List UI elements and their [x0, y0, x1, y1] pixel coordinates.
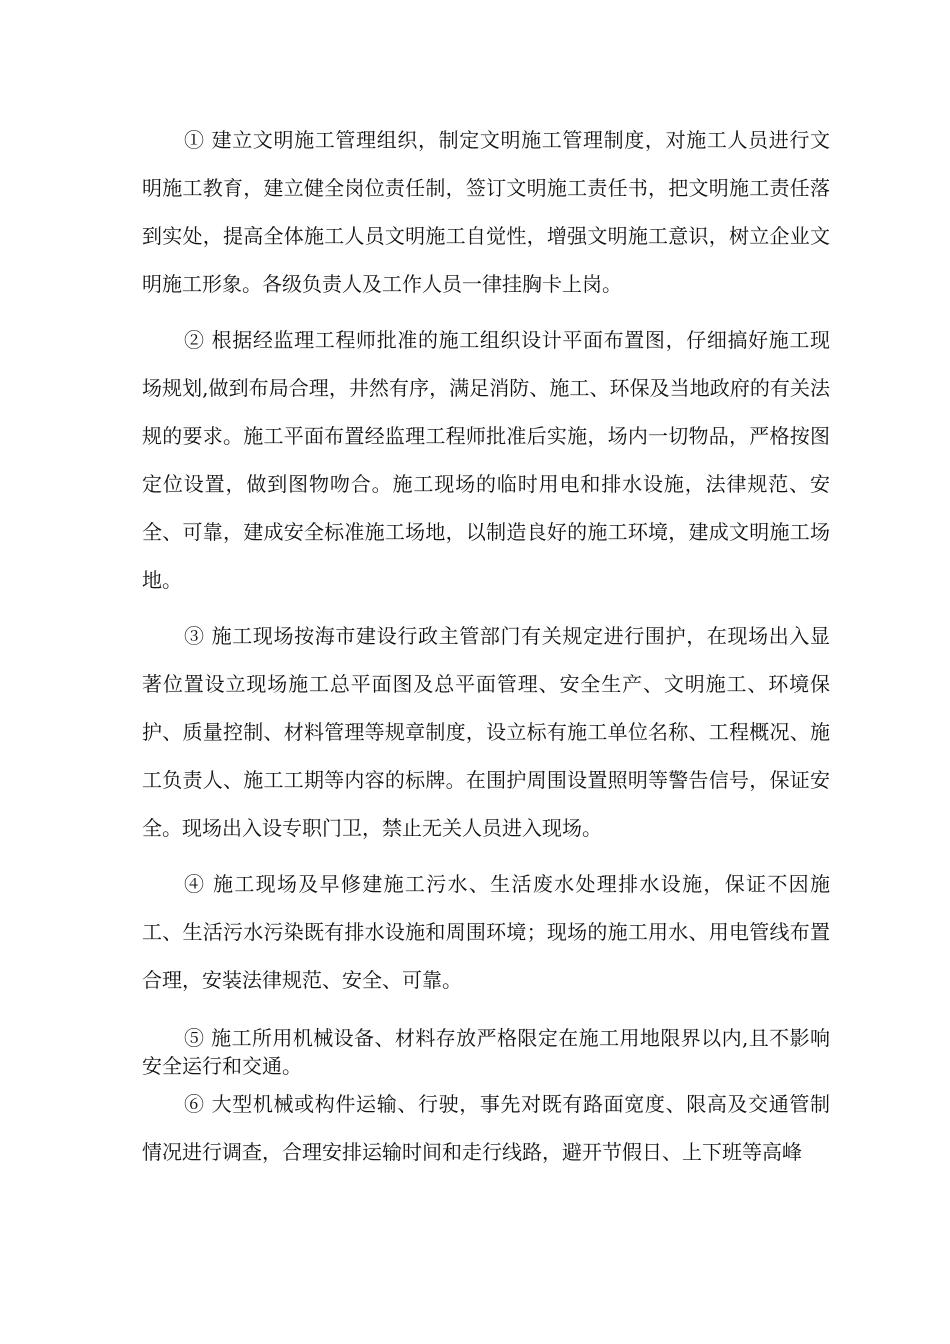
paragraph-6: ⑥ 大型机械或构件运输、行驶，事先对既有路面宽度、限高及交通管制情况进行调查，合理安排运输时间和走行线路，避开节假日、上下班等高峰 — [142, 1092, 830, 1164]
paragraph-2: ② 根据经监理工程师批准的施工组织设计平面布置图，仔细搞好施工现场规划,做到布局合理，井然有序，满足消防、施工、环保及当地政府的有关法规的要求。施工平面布置经监理工程师批准后实施，场内一切物品，严格按图定位设置，做到图物吻合。施工现场的临时用电和排水设施，法律规范、安全、可靠，建成安全标准施工场地，以制造良好的施工环境，建成文明施工场地。 — [142, 328, 830, 592]
paragraph-3: ③ 施工现场按海市建设行政主管部门有关规定进行围护，在现场出入显著位置设立现场施工总平面图及总平面管理、安全生产、文明施工、环境保护、质量控制、材料管理等规章制度，设立标有施工单位名称、工程概况、施工负责人、施工工期等内容的标牌。在围护周围设置照明等警告信号，保证安全。现场出入设专职门卫，禁止无关人员进入现场。 — [142, 624, 830, 840]
paragraph-4: ④ 施工现场及早修建施工污水、生活废水处理排水设施，保证不因施工、生活污水污染既有排水设施和周围环境；现场的施工用水、用电管线布置合理，安装法律规范、安全、可靠。 — [142, 872, 830, 992]
paragraph-1: ① 建立文明施工管理组织，制定文明施工管理制度，对施工人员进行文明施工教育，建立健全岗位责任制，签订文明施工责任书，把文明施工责任落到实处，提高全体施工人员文明施工自觉性，增强文明施工意识，树立企业文明施工形象。各级负责人及工作人员一律挂胸卡上岗。 — [142, 128, 830, 296]
paragraph-5: ⑤ 施工所用机械设备、材料存放严格限定在施工用地限界以内,且不影响安全运行和交通。 — [142, 1026, 830, 1078]
